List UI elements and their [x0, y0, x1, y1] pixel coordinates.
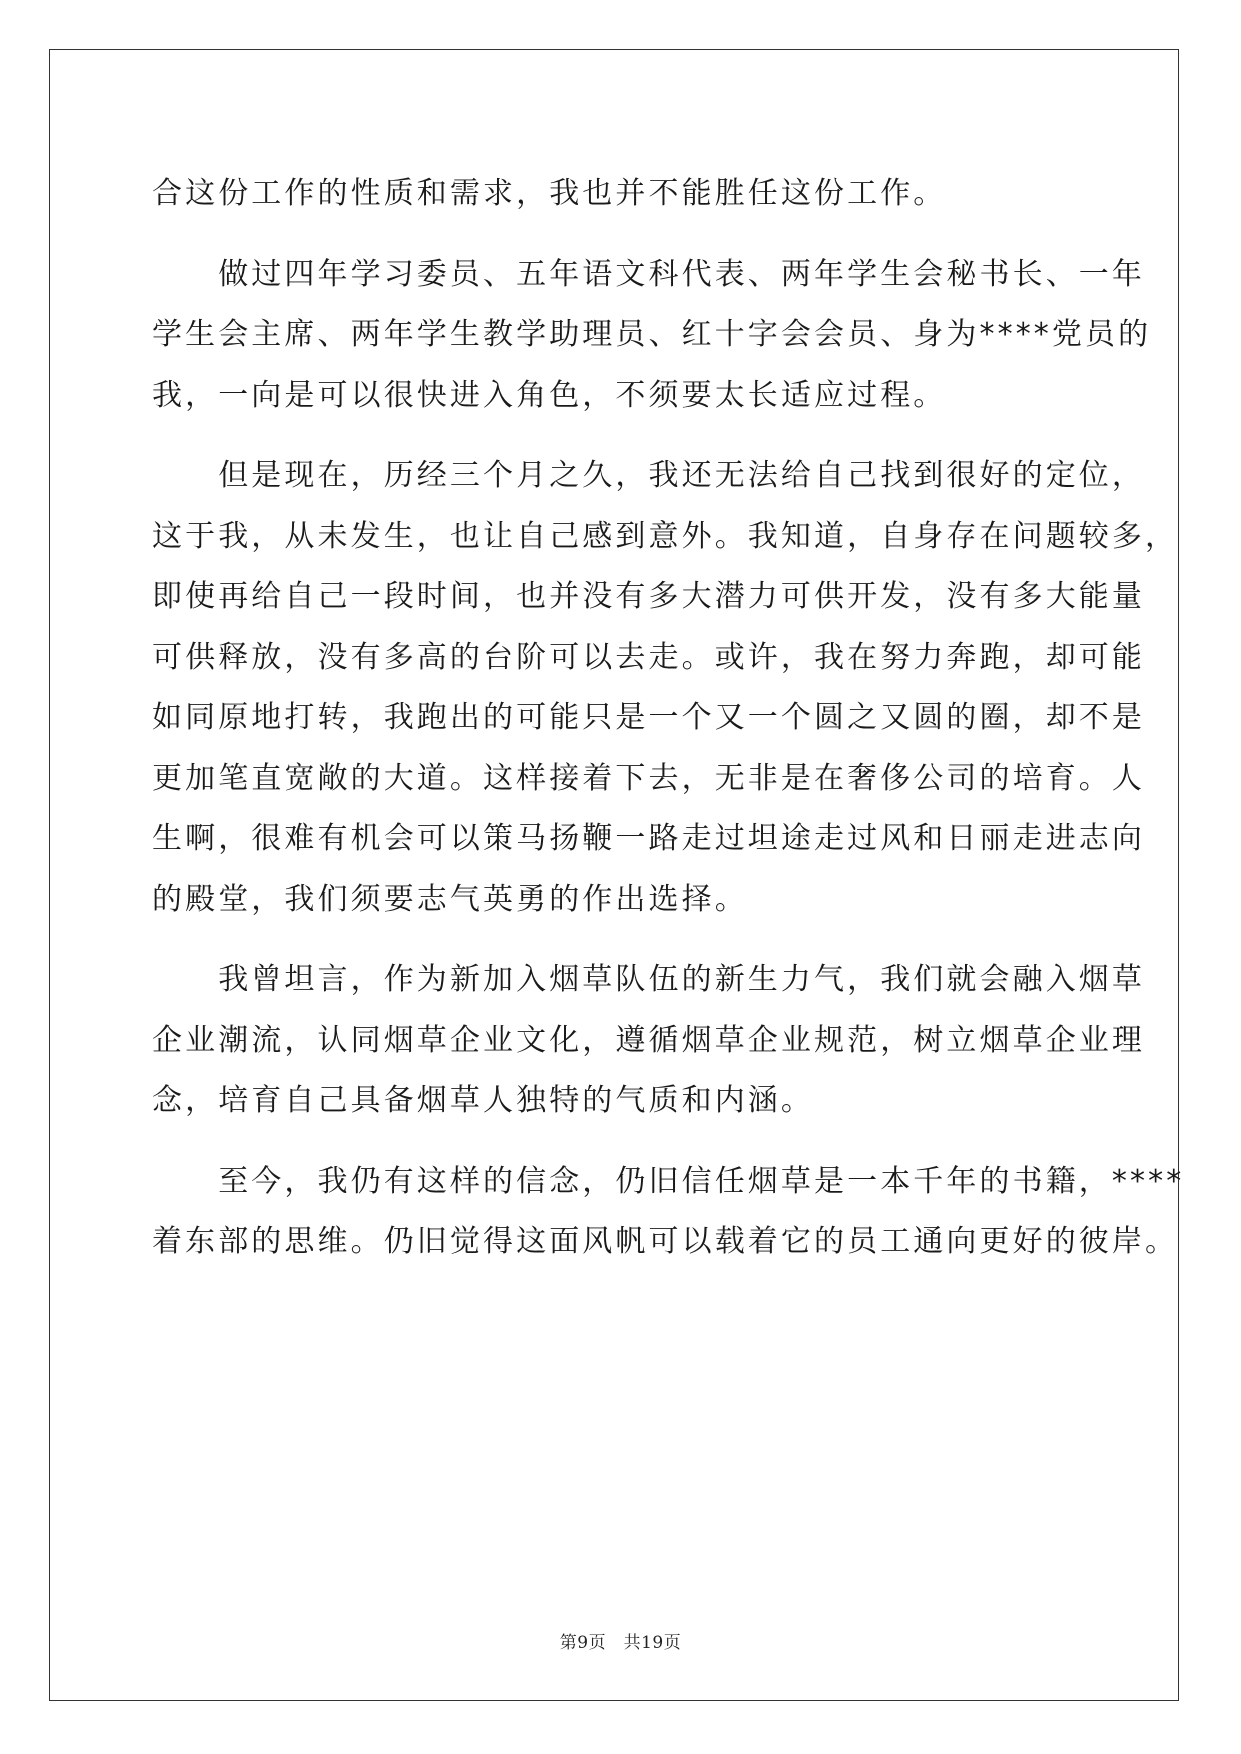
text-line: 可供释放，没有多高的台阶可以去走。或许，我在努力奔跑，却可能 [152, 639, 1145, 675]
paragraph [152, 245, 1152, 427]
text-line: 但是现在，历经三个月之久，我还无法给自己找到很好的定位， [152, 458, 1145, 493]
text-line: 做过四年学习委员、五年语文科代表、两年学生会秘书长、一年 [152, 256, 1145, 292]
paragraph [152, 1152, 1185, 1273]
text-line: 学生会主席、两年学生教学助理员、红十字会会员、身为****党员的 [152, 317, 1152, 352]
text-line: 即使再给自己一段时间，也并没有多大潜力可供开发，没有多大能量 [152, 579, 1145, 614]
text-line: 的殿堂，我们须要志气英勇的作出选择。 [152, 881, 748, 917]
page-number-label: 第9页 共19页 [559, 1633, 682, 1653]
text-line: 我曾坦言，作为新加入烟草队伍的新生力气，我们就会融入烟草 [152, 962, 1145, 997]
document-body [152, 164, 1185, 1273]
text-line: 合这份工作的性质和需求，我也并不能胜任这份工作。 [152, 176, 947, 211]
text-line: 着东部的思维。仍旧觉得这面风帆可以载着它的员工通向更好的彼岸。 [152, 1224, 1179, 1259]
paragraph [152, 950, 1145, 1132]
text-line: 生啊，很难有机会可以策马扬鞭一路走过坦途走过风和日丽走进志向 [152, 821, 1145, 856]
paragraph [152, 164, 1092, 225]
text-line: 我，一向是可以很快进入角色，不须要太长适应过程。 [152, 377, 947, 413]
text-line: 这于我，从未发生，也让自己感到意外。我知道，自身存在问题较多， [152, 518, 1179, 554]
text-line: 如同原地打转，我跑出的可能只是一个又一个圆之又圆的圈，却不是 [152, 700, 1145, 735]
page-footer [0, 1628, 1241, 1653]
text-line: 念，培育自己具备烟草人独特的气质和内涵。 [152, 1083, 814, 1118]
text-line: 企业潮流，认同烟草企业文化，遵循烟草企业规范，树立烟草企业理 [152, 1022, 1145, 1058]
text-line: 至今，我仍有这样的信念，仍旧信任烟草是一本千年的书籍，**** [152, 1163, 1185, 1199]
paragraph [152, 446, 1179, 930]
text-line: 更加笔直宽敞的大道。这样接着下去，无非是在奢侈公司的培育。人 [152, 760, 1145, 796]
